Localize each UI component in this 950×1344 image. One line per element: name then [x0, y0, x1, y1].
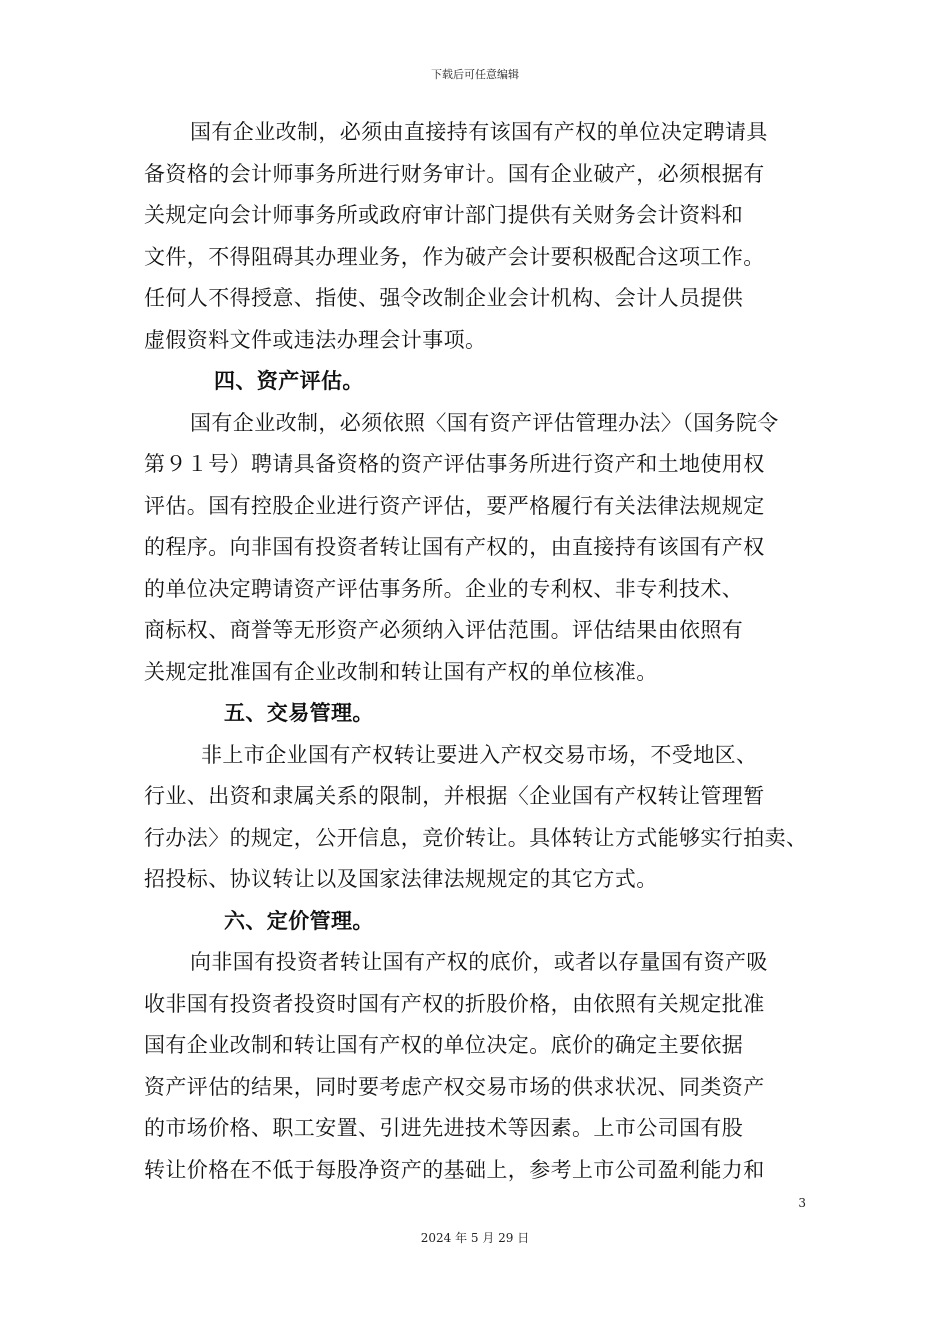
page-footer-date: 2024 年 5 月 29 日: [420, 1231, 530, 1245]
section-heading-asset-evaluation: 四、资产评估。: [214, 369, 364, 393]
paragraph-line: 向非国有投资者转让国有产权的底价，或者以存量国有资产吸: [190, 950, 768, 974]
paragraph-line: 商标权、商誉等无形资产必须纳入评估范围。评估结果由依照有: [144, 618, 744, 642]
paragraph-line: 的程序。向非国有投资者转让国有产权的，由直接持有该国有产权: [144, 535, 765, 559]
paragraph-line: 非上市企业国有产权转让要进入产权交易市场，不受地区、: [201, 742, 758, 767]
paragraph-line: 任何人不得授意、指使、强令改制企业会计机构、会计人员提供: [144, 286, 744, 310]
document-body: [144, 112, 824, 1191]
page-number: 3: [798, 1196, 806, 1210]
paragraph-line: 关规定向会计师事务所或政府审计部门提供有关财务会计资料和: [144, 203, 744, 227]
paragraph-line: 备资格的会计师事务所进行财务审计。国有企业破产，必须根据有: [144, 161, 765, 186]
section-heading-pricing-management: 六、定价管理。: [224, 908, 374, 933]
paragraph-line: 招投标、协议转让以及国家法律法规规定的其它方式。: [144, 867, 658, 891]
paragraph-line: 行办法〉的规定，公开信息，竞价转让。具体转让方式能够实行拍卖、: [144, 825, 808, 850]
paragraph-line: 国有企业改制和转让国有产权的单位决定。底价的确定主要依据: [144, 1033, 744, 1057]
paragraph-line: 虚假资料文件或违法办理会计事项。: [144, 327, 487, 352]
paragraph-line: 收非国有投资者投资时国有产权的折股价格，由依照有关规定批准: [144, 991, 765, 1016]
paragraph-line: 评估。国有控股企业进行资产评估，要严格履行有关法律法规规定: [144, 493, 765, 518]
section-heading-trade-management: 五、交易管理。: [224, 701, 374, 725]
page-header: 下载后可任意编辑: [431, 68, 519, 81]
paragraph-line: 的市场价格、职工安置、引进先进技术等因素。上市公司国有股: [144, 1116, 744, 1140]
paragraph-line: 关规定批准国有企业改制和转让国有产权的单位核准。: [144, 659, 658, 684]
paragraph-line: 文件，不得阻碍其办理业务，作为破产会计要积极配合这项工作。: [144, 244, 765, 269]
paragraph-line: 的单位决定聘请资产评估事务所。企业的专利权、非专利技术、: [144, 576, 744, 601]
paragraph-line: 转让价格在不低于每股净资产的基础上，参考上市公司盈利能力和: [144, 1157, 765, 1182]
paragraph-line: 国有企业改制，必须由直接持有该国有产权的单位决定聘请具: [190, 120, 768, 144]
paragraph-line: 行业、出资和隶属关系的限制，并根据〈企业国有产权转让管理暂: [144, 784, 765, 808]
paragraph-line: 第９１号）聘请具备资格的资产评估事务所进行资产和土地使用权: [144, 452, 765, 476]
paragraph-line: 国有企业改制，必须依照〈国有资产评估管理办法〉（国务院令: [190, 410, 779, 435]
paragraph-line: 资产评估的结果，同时要考虑产权交易市场的供求状况、同类资产: [144, 1074, 765, 1099]
